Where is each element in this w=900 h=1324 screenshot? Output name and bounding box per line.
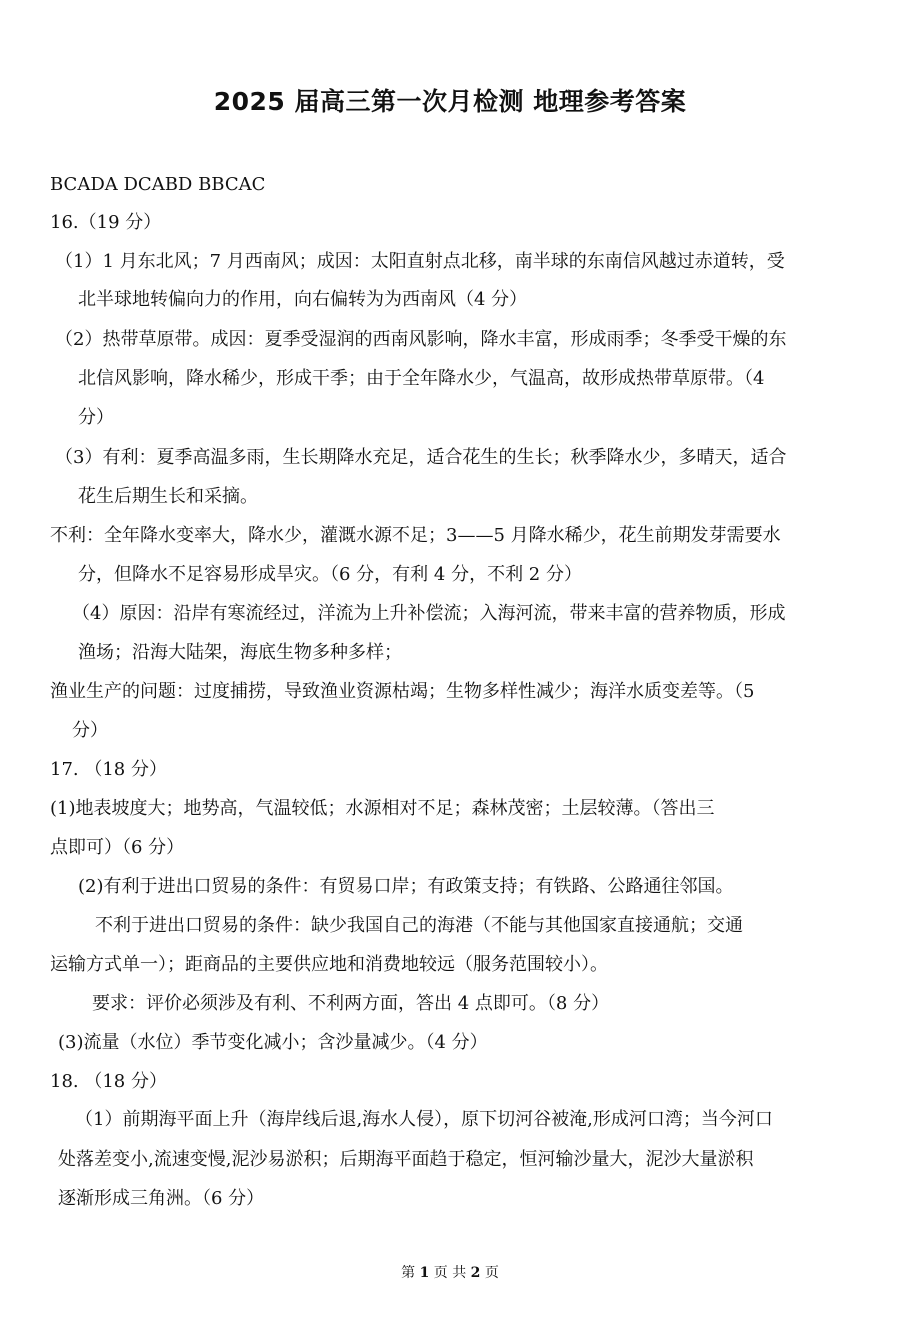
answer-line: （2）热带草原带。成因：夏季受湿润的西南风影响，降水丰富，形成雨季；冬季受干燥的东 (55, 329, 787, 350)
answer-line: 不利于进出口贸易的条件：缺少我国自己的海港（不能与其他国家直接通航；交通 (95, 915, 743, 936)
answer-line: （3）有利：夏季高温多雨，生长期降水充足，适合花生的生长；秋季降水少，多晴天，适合 (55, 447, 787, 468)
answer-line: 渔场；沿海大陆架，海底生物多种多样； (78, 642, 402, 663)
total-pages: 2 (470, 1265, 481, 1281)
answer-line: BCADA DCABD BBCAC (50, 174, 266, 195)
answer-line: 要求：评价必须涉及有利、不利两方面，答出 4 点即可。（8 分） (92, 993, 610, 1014)
answer-line: 运输方式单一）；距商品的主要供应地和消费地较远（服务范围较小）。 (50, 954, 608, 975)
answer-line: 北信风影响，降水稀少，形成干季；由于全年降水少，气温高，故形成热带草原带。（4 (78, 368, 765, 389)
answer-line: 分） (78, 407, 114, 428)
answer-line: 点即可）（6 分） (50, 837, 185, 858)
answer-line: 不利：全年降水变率大，降水少，灌溉水源不足；3——5 月降水稀少，花生前期发芽需要水 (50, 525, 781, 546)
page-footer (0, 1262, 900, 1282)
footer-middle: 页 共 (433, 1265, 467, 1281)
answer-line: （4）原因：沿岸有寒流经过，洋流为上升补偿流；入海河流，带来丰富的营养物质，形成 (72, 603, 786, 624)
answer-line: 处落差变小,流速变慢,泥沙易淤积；后期海平面趋于稳定，恒河输沙量大，泥沙大量淤积 (58, 1149, 754, 1170)
answer-line: 渔业生产的问题：过度捕捞，导致渔业资源枯竭；生物多样性减少；海洋水质变差等。（5 (50, 681, 755, 702)
footer-suffix: 页 (484, 1265, 499, 1281)
footer-prefix: 第 (401, 1265, 416, 1281)
answer-line: 17. （18 分） (50, 759, 167, 780)
page-title: 2025 届高三第一次月检测 地理参考答案 (213, 87, 687, 116)
answer-line: (1)地表坡度大；地势高，气温较低；水源相对不足；森林茂密；土层较薄。（答出三 (50, 798, 715, 819)
answer-line: 分，但降水不足容易形成旱灾。（6 分，有利 4 分，不利 2 分） (78, 564, 582, 585)
answer-line: 花生后期生长和采摘。 (78, 486, 258, 507)
answer-line: 18. （18 分） (50, 1071, 167, 1092)
answer-line: (3)流量（水位）季节变化减小；含沙量减少。（4 分） (58, 1032, 488, 1053)
answer-line: （1）前期海平面上升（海岸线后退,海水人侵），原下切河谷被淹,形成河口湾；当今河口 (75, 1109, 773, 1130)
answer-line: (2)有利于进出口贸易的条件：有贸易口岸；有政策支持；有铁路、公路通往邻国。 (78, 876, 734, 897)
page-number: 1 (419, 1265, 430, 1281)
answer-line: 北半球地转偏向力的作用，向右偏转为为西南风（4 分） (78, 289, 528, 310)
answer-line: 逐渐形成三角洲。（6 分） (58, 1188, 265, 1209)
answer-line: （1）1 月东北风；7 月西南风；成因：太阳直射点北移，南半球的东南信风越过赤道转，受 (55, 251, 785, 272)
answer-line: 分） (72, 720, 108, 741)
answer-line: 16.（19 分） (50, 212, 162, 233)
